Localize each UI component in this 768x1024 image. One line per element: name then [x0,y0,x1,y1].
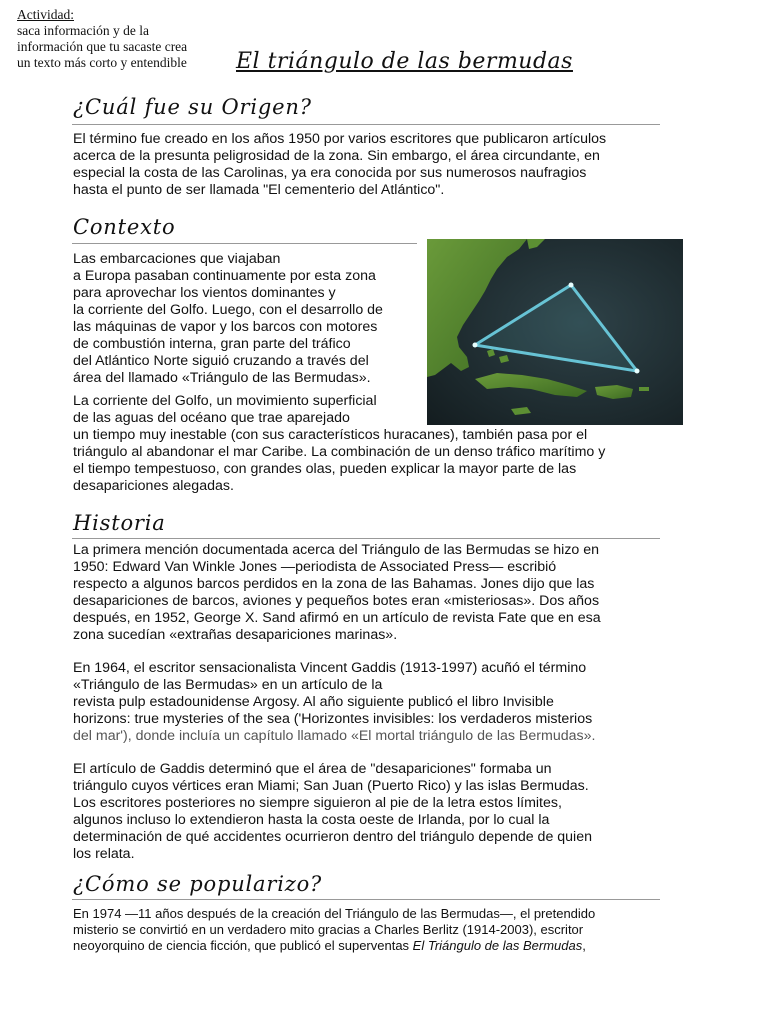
text-line: El término fue creado en los años 1950 por varios escritores que publicaron artículos [73,131,607,147]
text-line: los relata. [73,846,135,862]
text-line: a Europa pasaban continuamente por esta zona [73,268,376,284]
text-line: especial la costa de las Carolinas, ya era conocida por sus numerosos naufragios [73,165,587,181]
divider [72,538,660,539]
text-line: Los escritores posteriores no siempre siguieron al pie de la letra estos límites, [73,795,562,811]
text-line: La corriente del Golfo, un movimiento superficial [73,393,377,409]
text-line: 1950: Edward Van Winkle Jones —periodista de Associated Press— escribió [73,559,557,575]
book-title: El Triángulo de las Bermudas [412,938,583,953]
text-line: Las embarcaciones que viajaban [73,251,281,267]
heading-historia: Historia [73,511,166,535]
paragraph-origen [73,131,663,199]
text-line: «Triángulo de las Bermudas» en un artículo de la [73,677,383,693]
text-line: En 1964, el escritor sensacionalista Vincent Gaddis (1913-1997) acuñó el término [73,660,587,676]
divider [72,243,417,244]
map-illustration [427,239,683,425]
text-line: misterio se convirtió en un verdadero mito gracias a Charles Berlitz (1914-2003), escritor [73,922,584,937]
text-line: hasta el punto de ser llamada "El cementerio del Atlántico". [73,182,445,198]
heading-contexto: Contexto [73,215,176,239]
activity-label: Actividad: [17,7,74,22]
text-line: las máquinas de vapor y los barcos con motores [73,319,378,335]
activity-note [17,7,232,71]
text-line: respecto a algunos barcos perdidos en la zona de las Bahamas. Jones dijo que las [73,576,595,592]
text-line: acerca de la presunta peligrosidad de la zona. Sin embargo, el área circundante, en [73,148,600,164]
text-line: La primera mención documentada acerca del Triángulo de las Bermudas se hizo en [73,542,600,558]
paragraph-historia-2 [73,660,663,745]
text-fragment: neoyorquino de ciencia ficción, que publicó el superventas [73,938,413,953]
text-line: la corriente del Golfo. Luego, con el desarrollo de [73,302,383,318]
text-line: para aprovechar los vientos dominantes y [73,285,336,301]
text-line: un tiempo muy inestable (con sus característicos huracanes), también pasa por el [73,427,588,443]
paragraph-popularizo [73,906,663,954]
text-line: zona sucedían «extrañas desapariciones marinas». [73,627,398,643]
text-line: desapariciones alegadas. [73,478,234,494]
paragraph-historia-3 [73,761,663,863]
text-line: revista pulp estadounidense Argosy. Al año siguiente publicó el libro Invisible [73,694,554,710]
divider [72,899,660,900]
divider [72,124,660,125]
heading-origen: ¿Cuál fue su Origen? [73,95,312,119]
text-line: desapariciones de barcos, aviones y pequeños botes eran «misteriosas». Dos años [73,593,600,609]
text-line: algunos incluso lo extendieron hasta la costa oeste de Irlanda, por lo cual la [73,812,550,828]
text-line: determinación de qué accidentes ocurrieron dentro del triángulo depende de quien [73,829,592,845]
text-line: el tiempo tempestuoso, con grandes olas, pueden explicar la mayor parte de las [73,461,577,477]
text-line: de las aguas del océano que trae aparejado [73,410,350,426]
bermuda-triangle-map [427,239,683,425]
text-line [73,938,663,954]
text-line: de combustión interna, gran parte del tráfico [73,336,351,352]
text-line: El artículo de Gaddis determinó que el área de "desapariciones" formaba un [73,761,552,777]
text-fragment: , [582,938,586,953]
text-line: del Atlántico Norte siguió cruzando a través del [73,353,369,369]
paragraph-historia-1 [73,542,663,644]
text-line: área del llamado «Triángulo de las Bermudas». [73,370,371,386]
heading-popularizo: ¿Cómo se popularizo? [73,872,323,896]
text-line: del mar'), donde incluía un capítulo llamado «El mortal triángulo de las Bermudas». [73,728,596,744]
activity-line: información que tu sacaste crea [17,39,188,54]
text-line: triángulo al abandonar el mar Caribe. La combinación de un denso tráfico marítimo y [73,444,606,460]
document-title: El triángulo de las bermudas [236,49,573,74]
text-line: triángulo cuyos vértices eran Miami; San Juan (Puerto Rico) y las islas Bermudas. [73,778,589,794]
activity-line: saca información y de la [17,23,149,38]
paragraph-contexto-1 [73,251,423,387]
text-line: después, en 1952, George X. Sand afirmó en un artículo de revista Fate que en esa [73,610,601,626]
activity-line: un texto más corto y entendible [17,55,187,70]
text-line: horizons: true mysteries of the sea ('Horizontes invisibles: los verdaderos misterios [73,711,593,727]
text-line: En 1974 —11 años después de la creación del Triángulo de las Bermudas—, el pretendido [73,906,596,921]
